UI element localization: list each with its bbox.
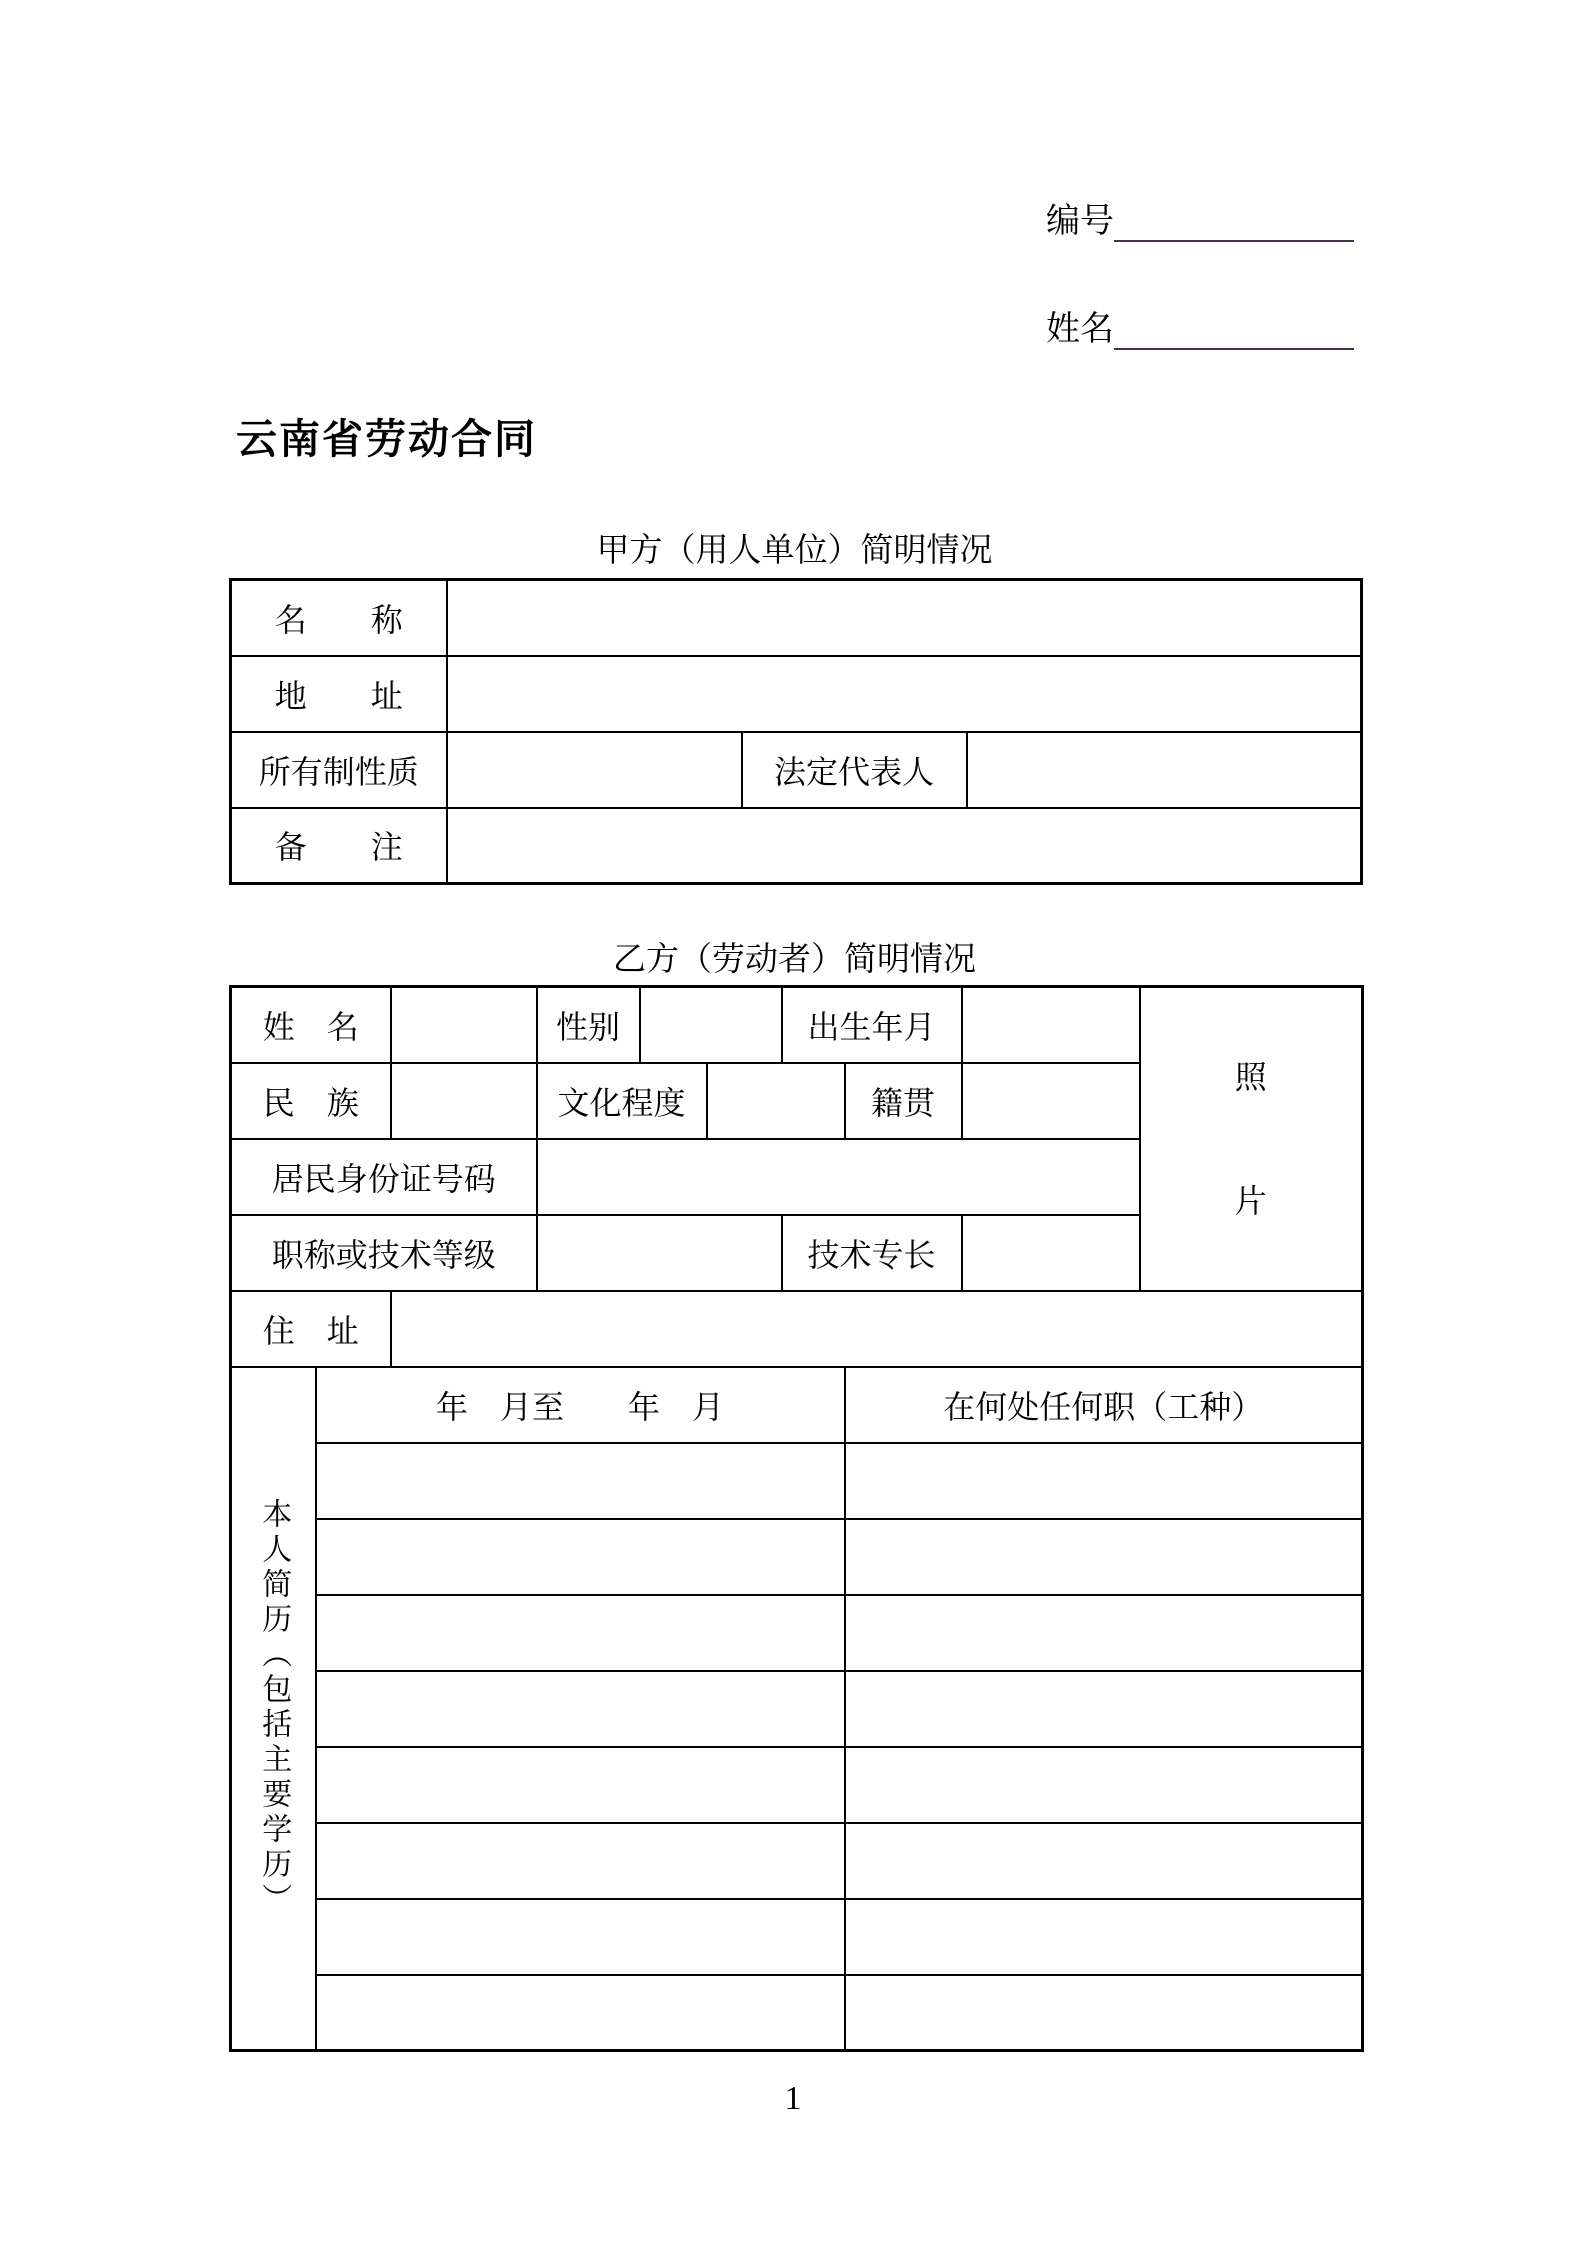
photo-label-bottom: 片 [1234,1182,1267,1219]
resume-row [231,1443,1363,1519]
resume-period-header-cell: 年 月至 年 月 [316,1367,845,1443]
resume-period-cell [316,1899,845,1975]
legal-rep-label-cell: 法定代表人 [742,732,967,808]
education-label-cell: 文化程度 [537,1063,707,1139]
specialty-value-cell [962,1215,1140,1291]
id-number-label-cell: 居民身份证号码 [231,1139,537,1215]
worker-name-label-cell: 姓 名 [231,987,391,1063]
legal-rep-value-cell [967,732,1362,808]
ownership-label-cell: 所有制性质 [231,732,447,808]
gender-value-cell [640,987,782,1063]
resume-period-cell [316,1747,845,1823]
resume-row [231,1747,1363,1823]
resume-position-cell [845,1671,1363,1747]
birth-label-cell: 出生年月 [782,987,962,1063]
ethnic-label-cell: 民 族 [231,1063,391,1139]
company-name-value-cell [447,580,1362,656]
origin-label-cell: 籍贯 [845,1063,962,1139]
resume-period-cell [316,1671,845,1747]
photo-label-top: 照 [1234,1058,1267,1095]
serial-number-blank-line [1114,200,1354,242]
party-a-row-remarks [231,808,1362,884]
resume-position-cell [845,1519,1363,1595]
education-value-cell [707,1063,845,1139]
remarks-label-cell: 备 注 [231,808,447,884]
resume-period-cell [316,1823,845,1899]
resume-header-row [231,1367,1363,1443]
page-title: 云南省劳动合同 [236,416,537,462]
home-address-value-cell [391,1291,1363,1367]
title-grade-label-cell: 职称或技术等级 [231,1215,537,1291]
serial-number-field [1046,200,1354,242]
resume-row [231,1595,1363,1671]
worker-name-value-cell [391,987,537,1063]
resume-vertical-label-cell: 本人简历（包括主要学历） [231,1367,316,2051]
resume-position-cell [845,1595,1363,1671]
resume-row [231,1519,1363,1595]
resume-row [231,1899,1363,1975]
serial-number-label: 编号 [1046,202,1114,241]
party-a-row-ownership [231,732,1362,808]
name-label: 姓名 [1046,310,1114,349]
ownership-value-cell [447,732,742,808]
page-number: 1 [784,2080,802,2117]
resume-position-cell [845,1823,1363,1899]
resume-period-cell [316,1443,845,1519]
resume-period-cell [316,1975,845,2051]
name-blank-line [1114,308,1354,350]
origin-value-cell [962,1063,1140,1139]
party-b-row-address [231,1291,1363,1367]
specialty-label-cell: 技术专长 [782,1215,962,1291]
resume-position-header-cell: 在何处任何职（工种） [845,1367,1363,1443]
resume-position-cell [845,1443,1363,1519]
company-name-label-cell: 名 称 [231,580,447,656]
resume-position-cell [845,1747,1363,1823]
photo-cell [1140,987,1363,1291]
gender-label-cell: 性别 [537,987,640,1063]
resume-position-cell [845,1899,1363,1975]
resume-row [231,1671,1363,1747]
home-address-label-cell: 住 址 [231,1291,391,1367]
resume-row [231,1975,1363,2051]
name-field [1046,308,1354,350]
resume-period-cell [316,1519,845,1595]
company-address-label-cell: 地 址 [231,656,447,732]
party-b-table [229,985,1364,2052]
company-address-value-cell [447,656,1362,732]
remarks-value-cell [447,808,1362,884]
party-a-heading: 甲方（用人单位）简明情况 [596,531,993,568]
ethnic-value-cell [391,1063,537,1139]
party-a-row-name [231,580,1362,656]
party-a-table [229,578,1363,885]
party-a-row-address [231,656,1362,732]
resume-period-cell [316,1595,845,1671]
party-b-heading: 乙方（劳动者）简明情况 [613,940,976,977]
birth-value-cell [962,987,1140,1063]
resume-position-cell [845,1975,1363,2051]
resume-row [231,1823,1363,1899]
id-number-value-cell [537,1139,1140,1215]
title-grade-value-cell [537,1215,782,1291]
party-b-row-name [231,987,1363,1063]
